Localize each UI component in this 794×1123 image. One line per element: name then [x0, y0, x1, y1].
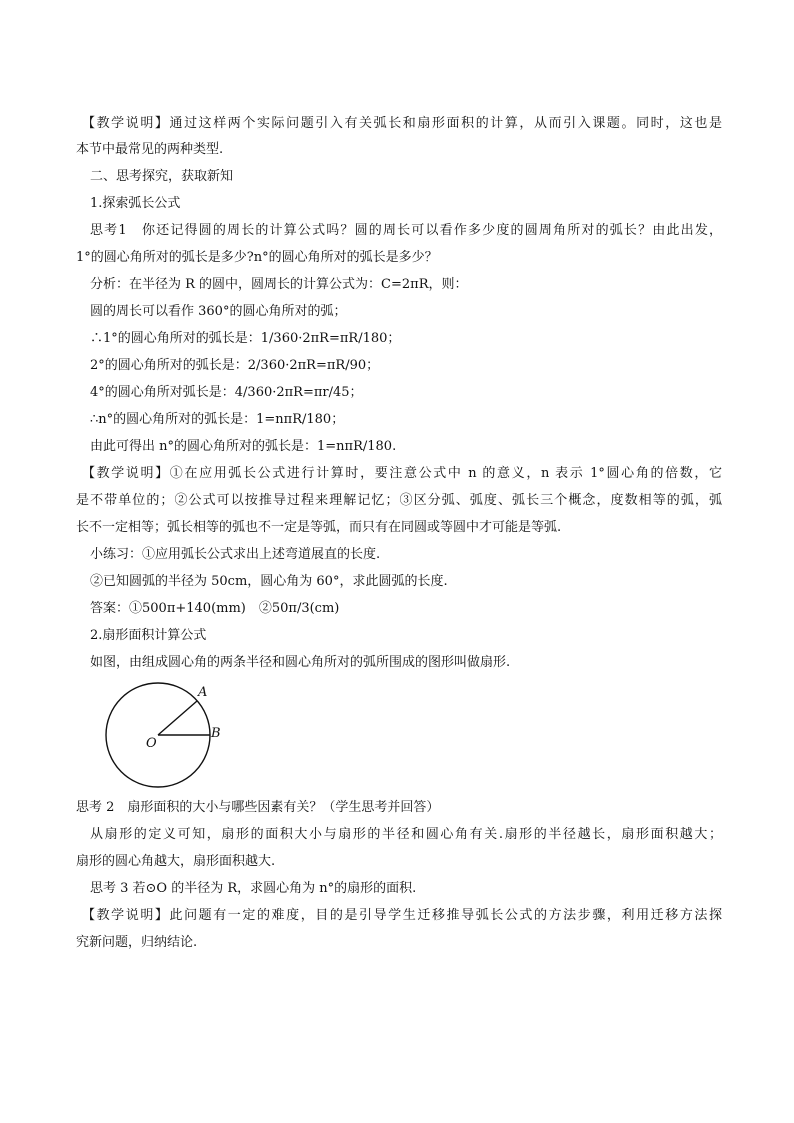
practice-title: 小练习：①应用弧长公式求出上述弯道展直的长度. — [90, 547, 381, 562]
teaching-note-2-line-1: 【教学说明】①在应用弧长公式进行计算时，要注意公式中 n 的意义，n 表示 1°圆心角的倍数，它 — [82, 466, 722, 481]
sector-definition: 如图，由组成圆心角的两条半径和圆心角所对的弧所围成的图形叫做扇形. — [90, 655, 511, 670]
analysis-step-2: ∴1°的圆心角所对的弧长是：1/360·2πR=πR/180； — [90, 331, 401, 346]
answer-2-line-2: 扇形的圆心角越大，扇形面积越大. — [76, 854, 276, 869]
analysis-conclusion: 由此可得出 n°的圆心角所对的弧长是：1=nπR/180. — [90, 439, 397, 454]
teaching-note-3-line-2: 究新问题，归纳结论. — [76, 935, 198, 950]
point-b-label: B — [211, 726, 221, 741]
teaching-note-3-line-1: 【教学说明】此问题有一定的难度，目的是引导学生迁移推导弧长公式的方法步骤，利用迁移方法探 — [82, 908, 722, 923]
think-1-line-2: 1°的圆心角所对的弧长是多少?n°的圆心角所对的弧长是多少？ — [76, 250, 438, 265]
think-2: 思考 2 扇形面积的大小与哪些因素有关？（学生思考并回答） — [76, 800, 440, 815]
think-1-line-1: 思考1 你还记得圆的周长的计算公式吗？圆的周长可以看作多少度的圆周角所对的弧长？由此出发， — [90, 223, 722, 238]
analysis-step-1: 圆的周长可以看作 360°的圆心角所对的弧； — [90, 304, 347, 319]
subsection-heading-arc-length: 1.探索弧长公式 — [90, 196, 181, 211]
analysis-step-5: ∴n°的圆心角所对的弧长是：1=nπR/180； — [90, 412, 345, 427]
analysis-step-4: 4°的圆心角所对弧长是：4/360·2πR=πr/45； — [90, 385, 363, 400]
teaching-note-1-line-1: 【教学说明】通过这样两个实际问题引入有关弧长和扇形面积的计算，从而引入课题。同时，这也是 — [82, 116, 722, 131]
point-o-label: O — [146, 736, 157, 751]
practice-question-2: ②已知圆弧的半径为 50cm，圆心角为 60°，求此圆弧的长度. — [90, 574, 448, 589]
analysis-step-3: 2°的圆心角所对的弧长是：2/360·2πR=πR/90； — [90, 358, 380, 373]
teaching-note-2-line-3: 长不一定相等；弧长相等的弧也不一定是等弧，而只有在同圆或等圆中才可能是等弧. — [76, 520, 562, 535]
subsection-heading-sector-area: 2.扇形面积计算公式 — [90, 628, 207, 643]
analysis-intro: 分析：在半径为 R 的圆中，圆周长的计算公式为：C=2πR，则： — [90, 277, 468, 292]
radius-oa — [158, 701, 197, 735]
teaching-note-1-line-2: 本节中最常见的两种类型. — [76, 142, 224, 157]
section-heading: 二、思考探究，获取新知 — [90, 169, 234, 184]
point-a-label: A — [198, 685, 208, 700]
answer-2-line-1: 从扇形的定义可知，扇形的面积大小与扇形的半径和圆心角有关.扇形的半径越长，扇形面积越大； — [90, 827, 722, 842]
think-3: 思考 3 若⊙O 的半径为 R，求圆心角为 n°的扇形的面积. — [90, 881, 417, 896]
teaching-note-2-line-2: 是不带单位的；②公式可以按推导过程来理解记忆；③区分弧、弧度、弧长三个概念，度数相等的弧，弧 — [76, 493, 722, 508]
sector-figure — [96, 680, 246, 790]
practice-answer: 答案：①500π+140(mm) ②50π/3(cm) — [90, 601, 340, 616]
